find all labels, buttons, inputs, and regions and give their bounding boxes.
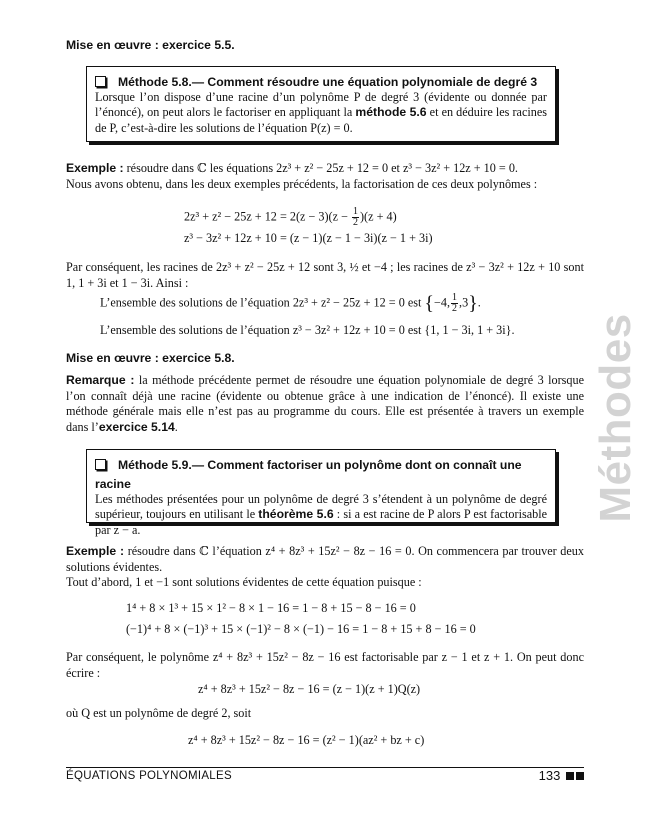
solution-set-1: L’ensemble des solutions de l’équation 2z³ + z² − 25z + 12 = 0 est {−4, $\frac{1}{2}$ ,3}. (100, 292, 481, 315)
conclusion-1: Par conséquent, les racines de 2z³ + z² − 25z + 12 sont 3, ½ et −4 ; les racines de z³ − 3z² + 12z + 10 sont 1, 1 + 3i et 1 − 3i. Ainsi : (66, 260, 584, 290)
square-icon (576, 772, 584, 780)
conclusion-2: Par conséquent, le polynôme z⁴ + 8z³ + 15z² − 8z − 16 est factorisable par z − 1 et z + 1. On peut donc écrire : (66, 650, 584, 680)
mise-en-oeuvre-1: Mise en œuvre : exercice 5.5. (66, 38, 235, 52)
page-content (66, 0, 584, 821)
method-title-row (95, 71, 547, 90)
check-root-1: 1⁴ + 8 × 1³ + 15 × 1² − 8 × 1 − 16 = 1 − 8 + 15 − 8 − 16 = 0 (126, 601, 416, 615)
check-root-minus-1: (−1)⁴ + 8 × (−1)³ + 15 × (−1)² − 8 × (−1) − 16 = 1 − 8 + 15 + 8 − 16 = 0 (126, 622, 476, 636)
equation-factor-3: z⁴ + 8z³ + 15z² − 8z − 16 = (z − 1)(z + 1)Q(z) (198, 682, 421, 696)
footer-rule (66, 767, 584, 768)
method-body: Lorsque l’on dispose d’une racine d’un polynôme P de degré 3 (évidente ou donnée par l’énoncé), on peut alors le factoriser en appliquant la méthode 5.6 et en déduire les racines de P, c’est-à-dire les solutions de l’équation P(z) = 0. (95, 90, 547, 135)
text-line-q: où Q est un polynôme de degré 2, soit (66, 706, 252, 720)
method-title: Méthode 5.8.— Comment résoudre une équation polynomiale de degré 3 (118, 75, 538, 89)
equation-factor-1: 2z³ + z² − 25z + 12 = 2(z − 3)(z − $\frac{1}{2}$ )(z + 4) (184, 206, 397, 228)
example-label: Exemple : (66, 161, 124, 175)
footer-chapter-title: ÉQUATIONS POLYNOMIALES (66, 770, 232, 782)
remarque: Remarque : la méthode précédente permet de résoudre une équation polynomiale de degré 3 lorsque l’on connaît déjà une racine (évidente ou obtenue grâce à une indication de l’énoncé). Il existe une méthode générale mais elle n’est pas au programme du cours. Elle est présentée à travers un exemple dans l’exercice 5.14. (66, 373, 584, 434)
method-body: Les méthodes présentées pour un polynôme de degré 3 s’étendent à un polynôme de degré supérieur, toujours en utilisant le théorème 5.6 : si a est racine de P alors P est factorisable par z − a. (95, 492, 547, 537)
footer-page-number: 133 (539, 768, 584, 783)
example-label: Exemple : (66, 544, 125, 558)
side-tab (591, 308, 640, 528)
equation-factor-4: z⁴ + 8z³ + 15z² − 8z − 16 = (z² − 1)(az² + bz + c) (188, 733, 425, 747)
method-title-row (95, 454, 547, 492)
remarque-label: Remarque : (66, 373, 135, 387)
example-2-intro: Exemple : résoudre dans ℂ l’équation z⁴ + 8z³ + 15z² − 8z − 16 = 0. On commencera par trouver deux solutions évidentes. Tout d’abord, 1 et −1 sont solutions évidentes de cette équation puisque : (66, 544, 584, 590)
checkbox-icon (95, 76, 106, 87)
example-1-intro: Exemple : résoudre dans ℂ les équations 2z³ + z² − 25z + 12 = 0 et z³ − 3z² + 12z + 10 = 0. Nous avons obtenu, dans les deux exemples précédents, la factorisation de ces deux polynômes : (66, 161, 538, 191)
method-title: Méthode 5.9.— Comment factoriser un polynôme dont on connaît une racine (95, 458, 522, 491)
side-tab-label: Méthodes (591, 313, 640, 523)
square-icon (566, 772, 574, 780)
checkbox-icon (95, 459, 106, 470)
solution-set-2: L’ensemble des solutions de l’équation z³ − 3z² + 12z + 10 = 0 est {1, 1 − 3i, 1 + 3i}. (100, 323, 515, 337)
method-box-5-9 (86, 449, 556, 537)
equation-factor-2: z³ − 3z² + 12z + 10 = (z − 1)(z − 1 − 3i)(z − 1 + 3i) (184, 231, 433, 245)
mise-en-oeuvre-2: Mise en œuvre : exercice 5.8. (66, 351, 235, 365)
method-box-5-8 (86, 66, 556, 142)
